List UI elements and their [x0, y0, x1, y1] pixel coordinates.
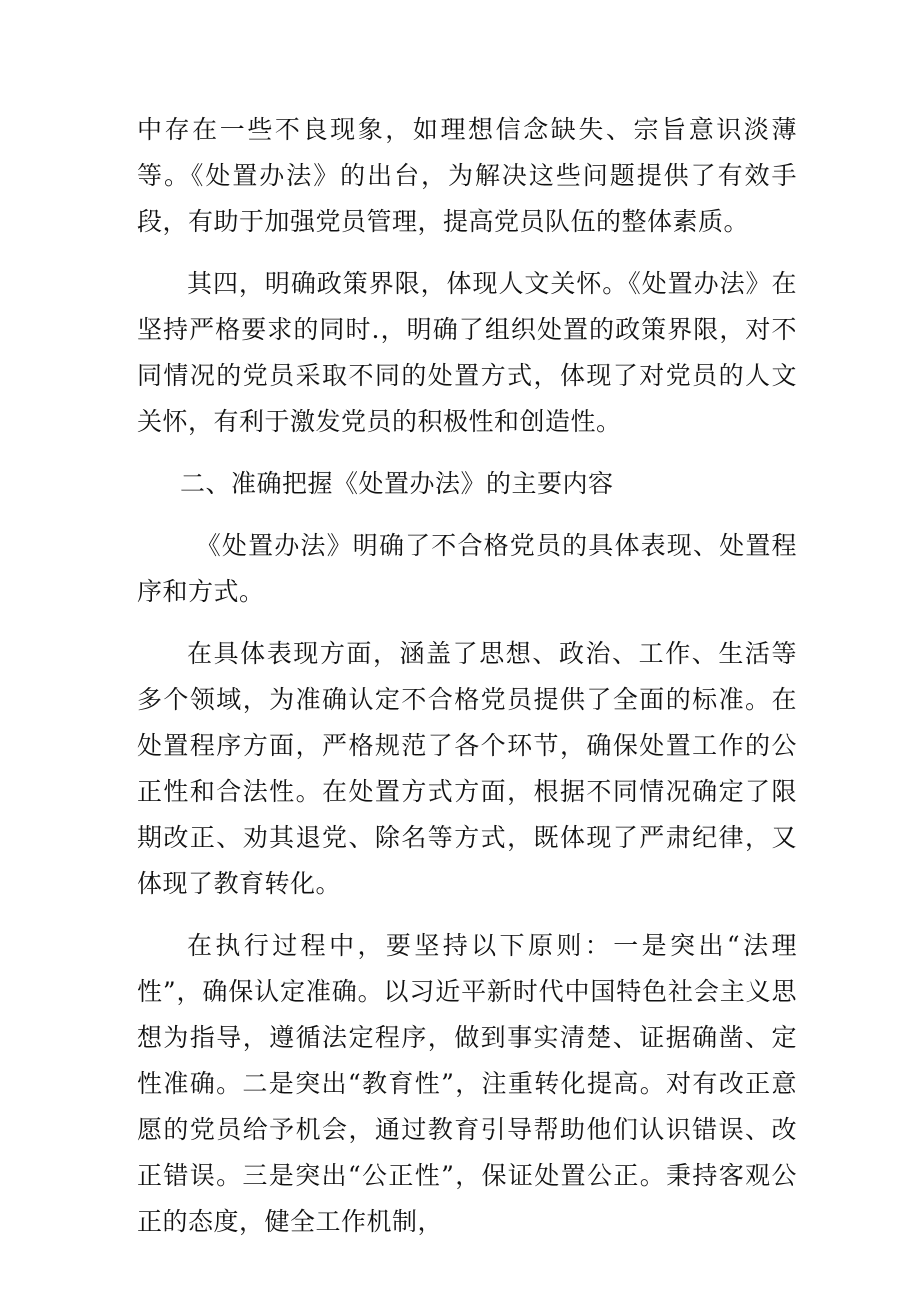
- document-body: [137, 107, 797, 1245]
- paragraph-main-content-intro: 《处置办法》明确了不合格党员的具体表现、处置程序和方式。: [137, 531, 797, 606]
- paragraph-specific-performance: 在具体表现方面，涵盖了思想、政治、工作、生活等多个领域，为准确认定不合格党员提供了全面的标准。在处置程序方面，严格规范了各个环节，确保处置工作的公正性和合法性。在处置方式方面，根据不同情况确定了限期改正、劝其退党、除名等方式，既体现了严肃纪律，又体现了教育转化。: [137, 639, 797, 898]
- section-heading-main-content: 二、准确把握《处置办法》的主要内容: [180, 469, 614, 498]
- paragraph-fourth-point: 其四，明确政策界限，体现人文关怀。《处置办法》在坚持严格要求的同时.，明确了组织处置的政策界限，对不同情况的党员采取不同的处置方式，体现了对党员的人文关怀，有利于激发党员的积极性和创造性。: [137, 269, 797, 436]
- paragraph-continuation: 中存在一些不良现象，如理想信念缺失、宗旨意识淡薄等。《处置办法》的出台，为解决这些问题提供了有效手段，有助于加强党员管理，提高党员队伍的整体素质。: [137, 115, 797, 236]
- paragraph-execution-principles: 在执行过程中，要坚持以下原则：一是突出“法理性”，确保认定准确。以习近平新时代中国特色社会主义思想为指导，遵循法定程序，做到事实清楚、证据确凿、定性准确。二是突出“教育性”，注重转化提高。对有改正意愿的党员给予机会，通过教育引导帮助他们认识错误、改正错误。三是突出“公正性”，保证处置公正。秉持客观公正的态度，健全工作机制，: [137, 931, 797, 1236]
